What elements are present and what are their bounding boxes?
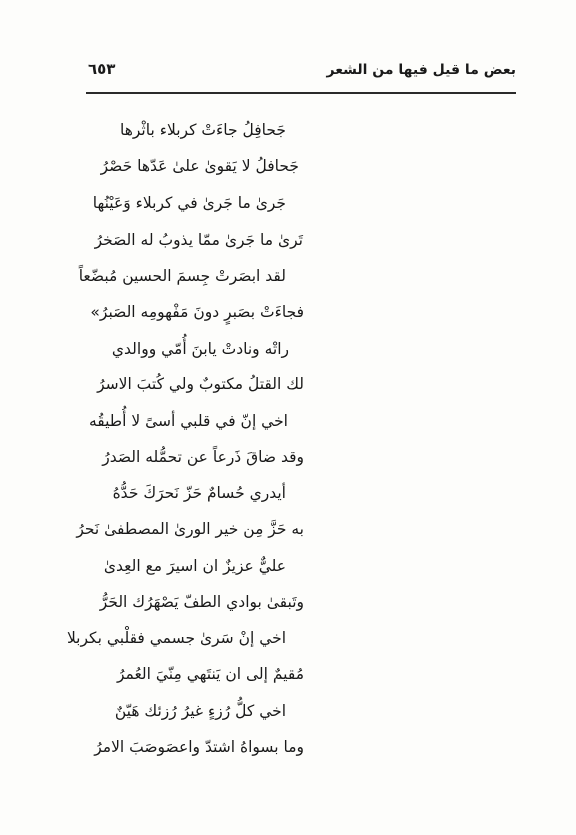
verse-line: اخي إنّ في قلبي أسىً لا أُطيقُه (88, 412, 288, 430)
verse-line: اخي كلُّ رُزءٍ غيرُ رُزئك هَيّنٌ (114, 702, 286, 720)
verse-line: وتَبقىٰ بوادي الطفّ يَصْهَرُك الحَرُّ (99, 593, 304, 611)
verse-line: لقد ابصَرتْ جِسمَ الحسين مُبضّعاً (78, 267, 286, 285)
verse-line: جَحافِلُ جاءَتْ كربلاء باثْرها (119, 121, 286, 139)
verse-line: جَرىٰ ما جَرىٰ في كربلاء وَعَيْنُها (92, 194, 286, 212)
verse-line: تَرىٰ ما جَرىٰ ممّا يذوبُ له الصَخرُ (94, 231, 303, 249)
verse-line: وقد ضاقَ ذَرعاً عن تحمُّله الصَدرُ (102, 448, 304, 466)
verse-line: وما بسواهُ اشتدّ واعصَوصَبَ الامرُ (94, 738, 304, 756)
verse-line: لك القتلُ مكتوبٌ ولي كُتبَ الاسرُ (97, 375, 304, 393)
verse-line: به حَزَّ مِن خير الورىٰ المصطفىٰ نَحرُ (76, 520, 304, 538)
page-number: ٦٥٣ (88, 60, 116, 78)
verse-line: راتْه ونادتْ يابنَ أُمّي ووالدي (111, 340, 289, 358)
verse-line: جَحافلُ لا يَقوىٰ علىٰ عَدّها حَصْرُ (100, 157, 299, 175)
running-title: بعض ما قيل فيها من الشعر (326, 62, 516, 78)
verse-line: عليٌّ عزيزٌ ان اسيرَ مع العِدىٰ (103, 557, 286, 575)
verse-line: أيدري حُسامٌ حَزّ نَحرَكَ حَدُّهُ (112, 484, 286, 502)
verse-line: فجاءَتْ بصَبرٍ دونَ مَفْهومِه الصَبرُ» (90, 303, 304, 321)
verse-line: اخي إنْ سَرىٰ جسمي فقلْبي بكربلا (66, 629, 286, 647)
verse-line: مُقيمٌ إلى ان يَنتَهي مِنّيَ العُمرُ (116, 665, 304, 683)
